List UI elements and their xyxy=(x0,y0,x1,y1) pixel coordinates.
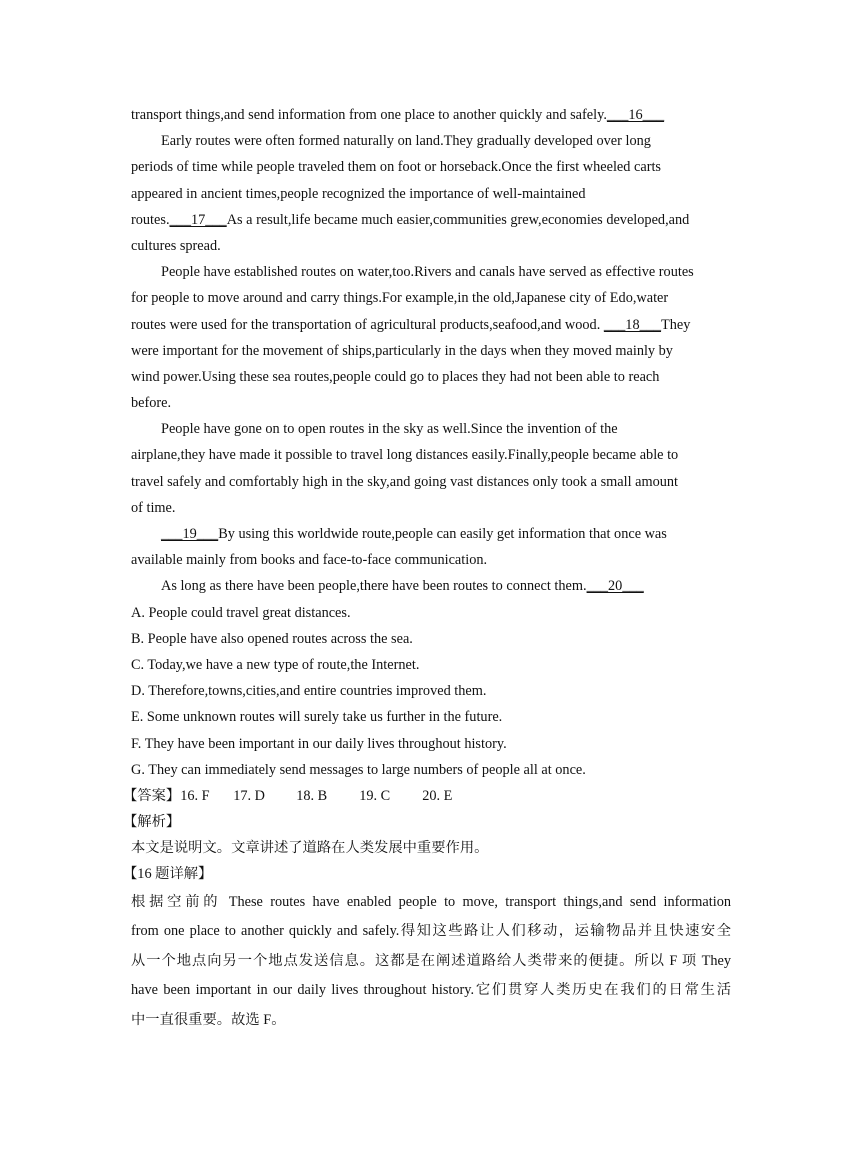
explanation-text: 从一个地点向另一个地点发送信息。这都是在阐述道路给人类带来的便捷。所以 F 项 They xyxy=(131,952,731,969)
option-d xyxy=(131,678,731,704)
answer-item: 19. C xyxy=(359,787,391,804)
option-c xyxy=(131,652,731,678)
passage-text: People have gone on to open routes in the sky as well.Since the invention of the xyxy=(161,421,618,438)
passage-line xyxy=(131,573,731,599)
explanation-text: from one place to another quickly and safely.得知这些路让人们移动，运输物品并且快速安全 xyxy=(131,923,731,940)
explanation-text: 中一直很重要。故选 F。 xyxy=(131,1011,286,1028)
option-text: E. Some unknown routes will surely take us further in the future. xyxy=(131,709,503,726)
passage-line xyxy=(131,285,731,311)
passage-text: appeared in ancient times,people recognized the importance of well-maintained xyxy=(131,185,586,202)
blank-18: ___18___ xyxy=(603,316,662,333)
passage-line xyxy=(131,521,731,547)
option-a xyxy=(131,600,731,626)
passage-text: routes were used for the transportation of agricultural products,seafood,and wood. xyxy=(131,316,604,333)
passage-text: transport things,and send information from one place to another quickly and safely. xyxy=(131,107,607,123)
passage-text: airplane,they have made it possible to travel long distances easily.Finally,people became able to xyxy=(131,447,679,464)
q16-label xyxy=(123,861,731,887)
q16-explanation-line xyxy=(131,888,731,918)
blank-19: ___19___ xyxy=(161,526,219,542)
passage-line xyxy=(131,364,731,390)
option-b xyxy=(131,626,731,652)
passage-text: By using this worldwide route,people can easily get information that once was xyxy=(218,526,667,542)
passage-line xyxy=(131,181,731,207)
q16-explanation-line xyxy=(131,976,731,1006)
option-g xyxy=(131,757,731,783)
option-text: D. Therefore,towns,cities,and entire countries improved them. xyxy=(131,683,487,700)
explanation-text: have been important in our daily lives throughout history.它们贯穿人类历史在我们的日常生活 xyxy=(131,982,731,999)
passage-line xyxy=(131,233,731,259)
passage-line xyxy=(131,102,731,128)
answer-item: 18. B xyxy=(296,787,328,804)
passage-line xyxy=(131,469,731,495)
passage-line xyxy=(131,390,731,416)
passage-text: periods of time while people traveled them on foot or horseback.Once the first wheeled carts xyxy=(131,159,661,176)
blank-16: ___16___ xyxy=(606,107,665,123)
explanation-text: 根据空前的 These routes have enabled people to move, transport things,and send information xyxy=(131,893,731,910)
passage-line xyxy=(131,495,731,521)
q16-explanation-line xyxy=(131,917,731,947)
passage-line xyxy=(131,207,731,233)
option-text: B. People have also opened routes across the sea. xyxy=(131,630,413,647)
passage-line xyxy=(131,154,731,180)
passage-text: were important for the movement of ships,particularly in the days when they moved mainly by xyxy=(131,342,673,359)
option-text: A. People could travel great distances. xyxy=(131,604,351,621)
option-text: G. They can immediately send messages to large numbers of people all at once. xyxy=(131,761,586,778)
passage-line xyxy=(131,547,731,573)
option-text: C. Today,we have a new type of route,the Internet. xyxy=(131,656,420,673)
passage-line xyxy=(131,259,731,285)
blank-20: ___20___ xyxy=(586,578,644,595)
answer-item: 17. D xyxy=(233,787,265,804)
analysis-text xyxy=(131,835,731,861)
passage-text: As a result,life became much easier,communities grew,economies developed,and xyxy=(226,211,690,228)
passage-text: available mainly from books and face-to-face communication. xyxy=(131,552,488,569)
analysis-body: 本文是说明文。文章讲述了道路在人类发展中重要作用。 xyxy=(131,840,489,857)
answer-line xyxy=(123,783,731,809)
analysis-label-text: 【解析】 xyxy=(123,814,181,831)
passage-line xyxy=(131,338,731,364)
passage-text: routes. xyxy=(131,211,170,228)
passage-text: for people to move around and carry things.For example,in the old,Japanese city of Edo,water xyxy=(131,290,669,307)
option-e xyxy=(131,704,731,730)
option-text: F. They have been important in our daily lives throughout history. xyxy=(131,735,507,752)
passage-line xyxy=(131,128,731,154)
passage-text: before. xyxy=(131,395,172,412)
blank-17: ___17___ xyxy=(169,211,227,228)
passage-text: travel safely and comfortably high in the sky,and going vast distances only took a small amount xyxy=(131,473,679,490)
analysis-label xyxy=(123,809,731,835)
passage-text: They xyxy=(661,316,691,333)
q16-label-text: 【16 题详解】 xyxy=(123,866,213,883)
q16-explanation-line xyxy=(131,1006,731,1036)
passage-text: cultures spread. xyxy=(131,237,221,254)
passage-text: Early routes were often formed naturally on land.They gradually developed over long xyxy=(161,133,651,150)
passage-text: wind power.Using these sea routes,people could go to places they had not been able to reach xyxy=(131,368,660,385)
answer-label: 【答案】 xyxy=(123,787,181,804)
passage-line xyxy=(131,442,731,468)
passage-line xyxy=(131,416,731,442)
answer-item: 20. E xyxy=(422,787,453,804)
passage-text: As long as there have been people,there have been routes to connect them. xyxy=(161,578,587,595)
passage-line xyxy=(131,312,731,338)
q16-explanation-line xyxy=(131,947,731,977)
passage-text: of time. xyxy=(131,499,176,516)
document-page xyxy=(123,102,731,1035)
answer-item: 16. F xyxy=(180,787,210,804)
option-f xyxy=(131,731,731,757)
passage-text: People have established routes on water,too.Rivers and canals have served as effective routes xyxy=(161,264,694,281)
